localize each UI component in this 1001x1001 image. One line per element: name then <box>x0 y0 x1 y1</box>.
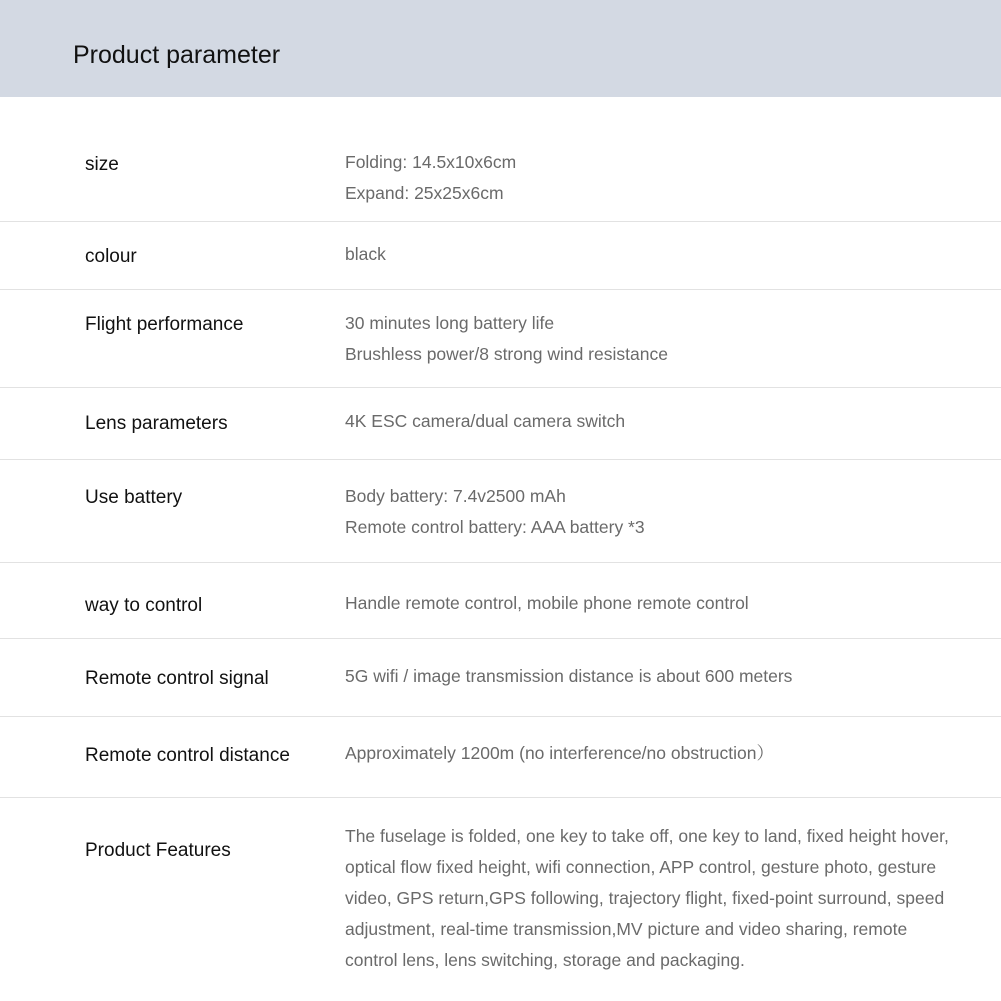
spec-value <box>345 147 516 209</box>
spec-value-line: Folding: 14.5x10x6cm <box>345 152 517 172</box>
spec-value-line: 5G wifi / image transmission distance is about 600 meters <box>345 666 793 686</box>
spec-row-product-features <box>0 798 1001 993</box>
spec-value-line: video, GPS return,GPS following, trajectory flight, fixed-point surround, speed <box>345 888 945 908</box>
spec-value <box>345 308 668 370</box>
spec-value <box>345 588 749 619</box>
spec-value <box>345 661 792 692</box>
spec-row-remote-control-distance <box>0 717 1001 798</box>
page-title: Product parameter <box>73 41 281 69</box>
spec-label: size <box>85 154 119 175</box>
spec-label: Use battery <box>85 487 183 508</box>
spec-value-line: adjustment, real-time transmission,MV picture and video sharing, remote <box>345 919 908 939</box>
spec-row-use-battery <box>0 460 1001 563</box>
spec-label: way to control <box>85 595 203 616</box>
spec-value-line: The fuselage is folded, one key to take off, one key to land, fixed height hover, <box>345 826 949 846</box>
spec-row-flight-performance <box>0 290 1001 388</box>
spec-value-line: Approximately 1200m (no interference/no obstruction） <box>345 743 774 763</box>
spec-row-colour <box>0 222 1001 290</box>
spec-label: colour <box>85 246 137 267</box>
spec-value-line: black <box>345 244 386 264</box>
spec-value-line: Handle remote control, mobile phone remote control <box>345 593 749 613</box>
spec-value <box>345 406 625 437</box>
spec-value <box>345 821 949 976</box>
spec-value <box>345 239 386 270</box>
spec-value-line: optical flow fixed height, wifi connection, APP control, gesture photo, gesture <box>345 857 937 877</box>
spec-value-line: Remote control battery: AAA battery *3 <box>345 517 645 537</box>
spec-row-lens-parameters <box>0 388 1001 460</box>
spec-label: Remote control signal <box>85 668 269 689</box>
spec-value <box>345 481 645 543</box>
spec-label: Product Features <box>85 840 231 861</box>
spec-label: Lens parameters <box>85 413 228 434</box>
spec-row-way-to-control <box>0 563 1001 639</box>
spec-value-line: control lens, lens switching, storage and packaging. <box>345 950 745 970</box>
spec-value <box>345 738 774 769</box>
spec-value-line: Expand: 25x25x6cm <box>345 183 504 203</box>
spec-value-line: Brushless power/8 strong wind resistance <box>345 344 668 364</box>
spec-value-line: 30 minutes long battery life <box>345 313 555 333</box>
spec-row-remote-control-signal <box>0 639 1001 717</box>
spec-row-size <box>0 130 1001 222</box>
spec-label: Remote control distance <box>85 745 290 766</box>
header-banner <box>0 0 1001 97</box>
spec-label: Flight performance <box>85 314 244 335</box>
spec-value-line: Body battery: 7.4v2500 mAh <box>345 486 566 506</box>
spec-value-line: 4K ESC camera/dual camera switch <box>345 411 626 431</box>
